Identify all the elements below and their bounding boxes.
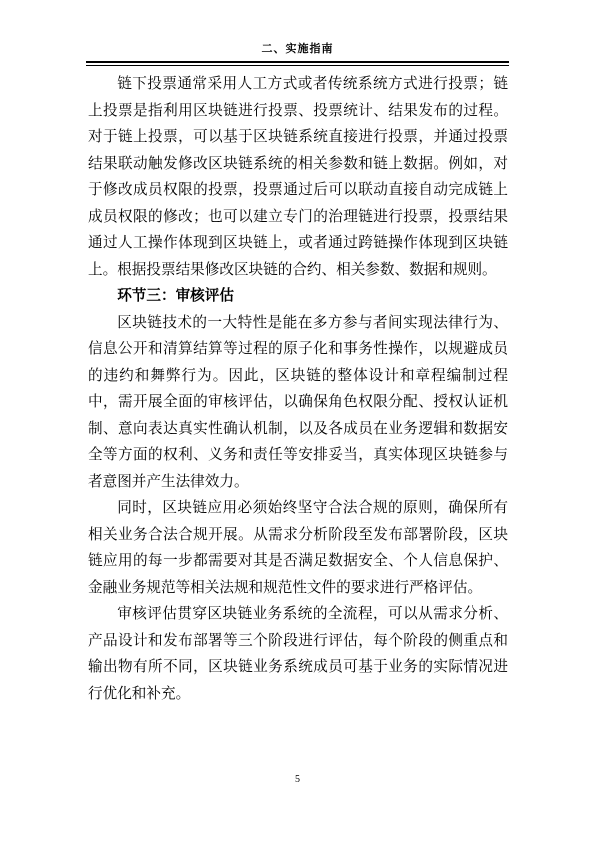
- paragraph-compliance: 同时，区块链应用必须始终坚守合法合规的原则，确保所有相关业务合法合规开展。从需求分析阶段至发布部署阶段，区块链应用的每一步都需要对其是否满足数据安全、个人信息保护、金融业务规范等相关法规和规范性文件的要求进行严格评估。: [88, 499, 508, 596]
- paragraph-audit-evaluation: 区块链技术的一大特性是能在多方参与者间实现法律行为、信息公开和清算结算等过程的原子化和事务性操作，以规避成员的违约和舞弊行为。因此，区块链的整体设计和章程编制过程中，需开展全面的审核评估，以确保角色权限分配、授权认证机制、意向表达真实性确认机制，以及各成员在业务逻辑和数据安全等方面的权利、义务和责任等安排妥当，真实体现区块链参与者意图并产生法律效力。: [88, 313, 508, 490]
- paragraph-process-stages: 审核评估贯穿区块链业务系统的全流程，可以从需求分析、产品设计和发布部署等三个阶段进行评估，每个阶段的侧重点和输出物有所不同，区块链业务系统成员可基于业务的实际情况进行优化和补充。: [88, 605, 508, 702]
- page-number: 5: [295, 774, 300, 785]
- document-body: [88, 71, 508, 707]
- section-heading: 环节三：审核评估: [117, 287, 234, 304]
- running-header-title: 二、实施指南: [261, 42, 334, 55]
- paragraph-onchain-voting: 链下投票通常采用人工方式或者传统系统方式进行投票；链上投票是指利用区块链进行投票、投票统计、结果发布的过程。对于链上投票，可以基于区块链系统直接进行投票，并通过投票结果联动触发修改区块链系统的相关参数和链上数据。例如，对于修改成员权限的投票，投票通过后可以联动直接自动完成链上成员权限的修改；也可以建立专门的治理链进行投票，投票结果通过人工操作体现到区块链上，或者通过跨链操作体现到区块链上。根据投票结果修改区块链的合约、相关参数、数据和规则。: [88, 75, 508, 278]
- header-divider: [86, 61, 509, 63]
